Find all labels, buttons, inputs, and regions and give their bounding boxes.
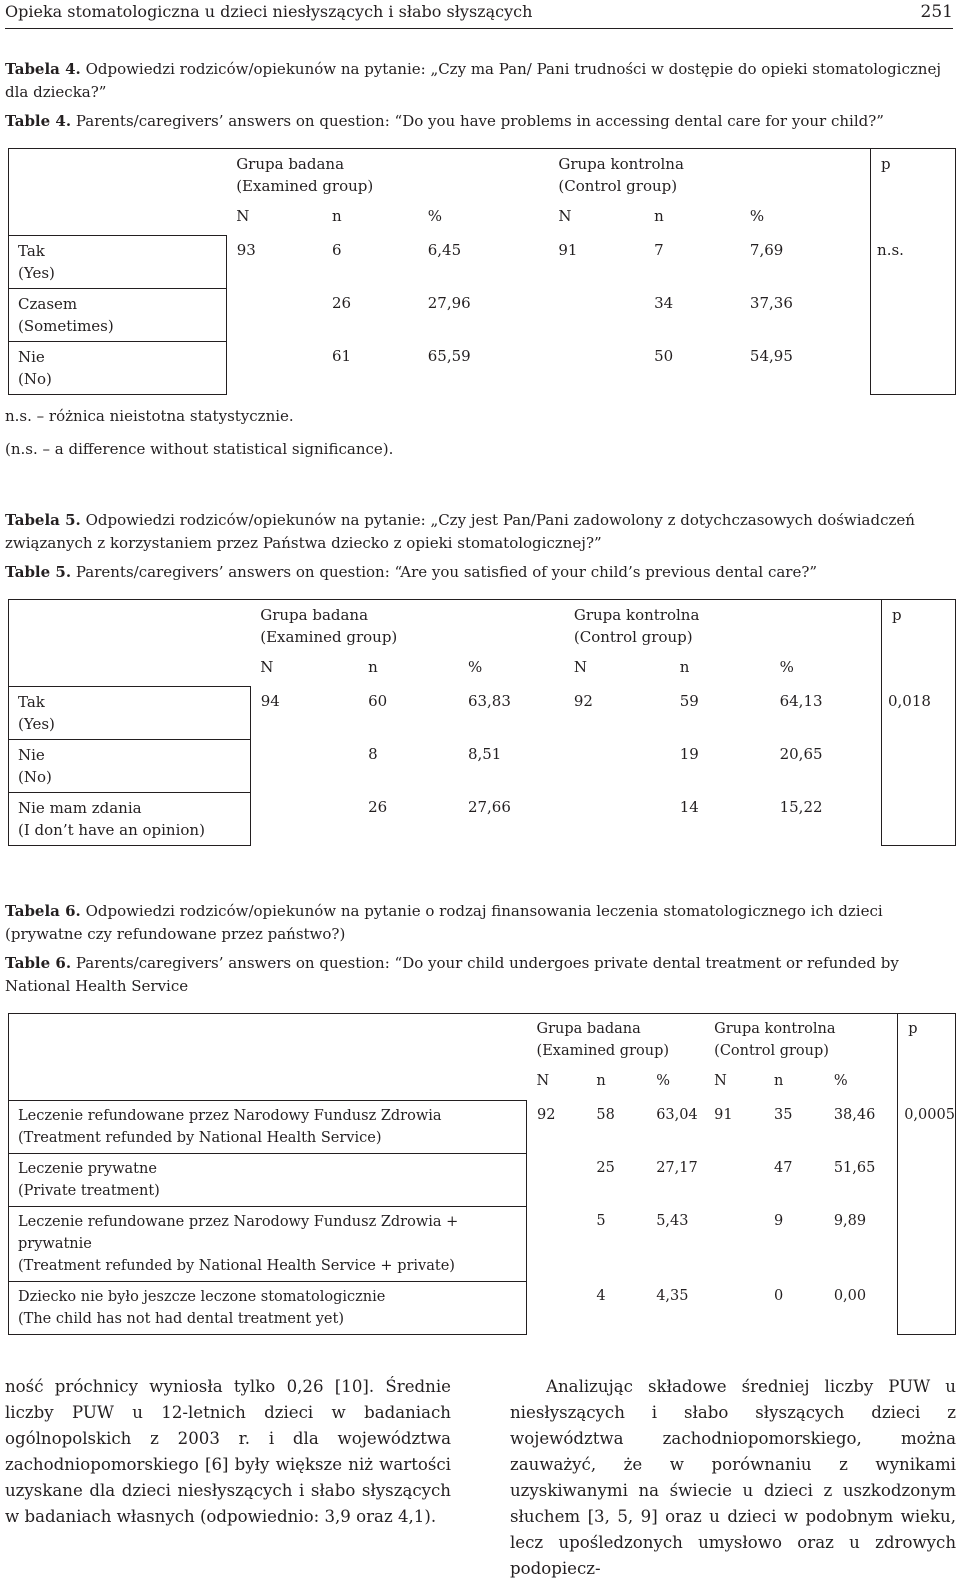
cell-pct1: 27,96 xyxy=(427,294,471,312)
cell-pct1: 6,45 xyxy=(427,241,462,259)
row-label xyxy=(9,1153,527,1206)
cell-pct2: 54,95 xyxy=(749,347,793,365)
cell-pct1: 63,83 xyxy=(467,692,511,710)
cell-p-value xyxy=(871,341,956,394)
row-label-en: (Treatment refunded by National Health Service) xyxy=(18,1129,382,1146)
running-title: Opieka stomatologiczna u dzieci niesłyszących i słabo słyszących xyxy=(5,2,533,21)
column-header: N xyxy=(573,658,587,676)
cell-N2: 91 xyxy=(714,1107,733,1123)
cell-n1: 26 xyxy=(368,798,388,816)
group-name-en: (Examined group) xyxy=(260,628,398,646)
examined-group-header xyxy=(250,600,564,649)
cell-n2: 34 xyxy=(654,294,674,312)
column-header: N xyxy=(536,1073,550,1089)
cell-p-value xyxy=(898,1281,956,1334)
cell-pct1: 63,04 xyxy=(656,1107,698,1123)
p-header-spacer xyxy=(898,1062,956,1100)
group-name-en: (Control group) xyxy=(558,177,678,195)
cell-pct1: 8,51 xyxy=(467,745,502,763)
running-header xyxy=(5,0,953,29)
row-label-pl: Nie xyxy=(18,347,45,366)
column-header: % xyxy=(467,658,483,676)
cell-n2: 0 xyxy=(773,1288,784,1304)
table-row xyxy=(9,792,956,845)
cell-pct1: 4,35 xyxy=(656,1288,689,1304)
row-label-en: (No) xyxy=(18,369,52,388)
group-name-en: (Examined group) xyxy=(236,177,374,195)
cell-p-value xyxy=(898,1153,956,1206)
cell-N2: 91 xyxy=(558,241,578,259)
body-left-column xyxy=(5,1374,451,1530)
cell-N2: 92 xyxy=(573,692,593,710)
column-header: N xyxy=(714,1073,727,1089)
cell-N1 xyxy=(527,1206,587,1281)
row-label xyxy=(9,1206,527,1281)
column-header: % xyxy=(779,658,794,676)
table-5-caption-pl: Tabela 5. Odpowiedzi rodziców/opiekunów na pytanie: „Czy jest Pan/Pani zadowolony z dotychczasowych doświadczeń związanych z korzystaniem przez Państwa dziecko z opieki stomatologicznej?” xyxy=(5,511,915,552)
cell-N2 xyxy=(548,341,644,394)
cell-n1: 60 xyxy=(368,692,388,710)
row-label xyxy=(9,341,227,394)
column-header: n xyxy=(773,1073,784,1089)
cell-n2: 47 xyxy=(773,1160,793,1176)
table-row xyxy=(9,1281,956,1334)
table-4-caption xyxy=(5,58,953,133)
column-header: % xyxy=(749,207,765,225)
group-name-en: (Examined group) xyxy=(536,1043,670,1059)
row-label xyxy=(9,1100,527,1153)
cell-pct2: 51,65 xyxy=(833,1160,876,1176)
cell-N1: 94 xyxy=(260,692,280,710)
empty-corner xyxy=(9,149,227,236)
cell-n1: 4 xyxy=(596,1288,606,1304)
cell-p-value: 0,0005 xyxy=(898,1100,956,1153)
cell-n2: 9 xyxy=(773,1213,784,1229)
cell-n1: 5 xyxy=(596,1213,606,1229)
table-6-caption xyxy=(5,900,953,998)
examined-group-header xyxy=(527,1014,705,1063)
table-4 xyxy=(8,148,956,395)
cell-pct2: 64,13 xyxy=(779,692,823,710)
group-name: Grupa kontrolna xyxy=(714,1021,836,1037)
row-label-en: (Yes) xyxy=(18,714,55,733)
cell-pct2: 20,65 xyxy=(779,745,823,763)
row-label-en: (Yes) xyxy=(18,263,55,282)
table-row xyxy=(9,1206,956,1281)
row-label-pl: Dziecko nie było jeszcze leczone stomatologicznie xyxy=(18,1288,386,1305)
column-header: n xyxy=(331,207,342,225)
cell-N1: 93 xyxy=(236,241,256,259)
cell-N1: 92 xyxy=(537,1107,556,1123)
row-label-en: (Private treatment) xyxy=(18,1182,160,1199)
table-5-caption xyxy=(5,509,953,584)
cell-n2: 7 xyxy=(654,241,664,259)
row-label-en: (No) xyxy=(18,767,52,786)
table-row xyxy=(9,341,956,394)
cell-pct2: 0,00 xyxy=(833,1288,867,1304)
cell-N2 xyxy=(704,1206,764,1281)
cell-N1 xyxy=(226,341,322,394)
row-label xyxy=(9,1281,527,1334)
table-6-caption-en: Table 6. Parents/caregivers’ answers on question: “Do your child undergoes private dental treatment or refunded by National Health Service xyxy=(5,954,899,995)
cell-N1 xyxy=(250,792,358,845)
cell-n2: 35 xyxy=(773,1107,793,1123)
empty-corner xyxy=(9,600,251,687)
table-4-caption-pl: Tabela 4. Odpowiedzi rodziców/opiekunów na pytanie: „Czy ma Pan/ Pani trudności w dostępie do opieki stomatologicznej dla dziecka?” xyxy=(5,60,941,101)
table-row xyxy=(9,686,956,739)
cell-p-value xyxy=(871,288,956,341)
row-label-en: (Treatment refunded by National Health Service + private) xyxy=(18,1257,455,1274)
cell-N2 xyxy=(564,792,670,845)
table-4-note-en: (n.s. – a difference without statistical significance). xyxy=(5,440,394,458)
group-name-en: (Control group) xyxy=(573,628,693,646)
p-value-header: p xyxy=(881,600,955,649)
table-row xyxy=(9,288,956,341)
cell-pct1: 27,17 xyxy=(656,1160,698,1176)
cell-n1: 6 xyxy=(331,241,342,259)
group-name: Grupa badana xyxy=(536,1021,641,1037)
cell-n2: 14 xyxy=(679,798,699,816)
table-4-caption-en: Table 4. Parents/caregivers’ answers on question: “Do you have problems in accessing dental care for your child?” xyxy=(5,112,884,130)
row-label-pl: Tak xyxy=(18,241,45,260)
cell-pct2: 9,89 xyxy=(833,1213,867,1229)
row-label xyxy=(9,739,251,792)
empty-corner xyxy=(9,1014,527,1101)
row-label-pl: Czasem xyxy=(18,294,78,313)
row-label xyxy=(9,686,251,739)
cell-p-value: 0,018 xyxy=(881,686,955,739)
cell-p-value xyxy=(898,1206,956,1281)
group-header-row xyxy=(9,149,956,198)
group-name: Grupa badana xyxy=(236,155,345,173)
page-number: 251 xyxy=(920,2,953,22)
p-header-spacer xyxy=(871,197,956,235)
examined-group-header xyxy=(226,149,548,198)
row-label xyxy=(9,235,227,288)
cell-n2: 59 xyxy=(679,692,699,710)
row-label-pl: Tak xyxy=(18,692,45,711)
row-label xyxy=(9,792,251,845)
cell-N2 xyxy=(704,1153,764,1206)
control-group-header xyxy=(548,149,870,198)
cell-N1 xyxy=(226,288,322,341)
table-6 xyxy=(8,1013,956,1335)
table-4-note-pl: n.s. – różnica nieistotna statystycznie. xyxy=(5,407,294,425)
row-label-pl: Leczenie prywatne xyxy=(18,1160,157,1177)
table-row xyxy=(9,739,956,792)
row-label-pl: Nie xyxy=(18,745,45,764)
cell-pct1: 5,43 xyxy=(656,1213,689,1229)
column-header: % xyxy=(656,1073,670,1089)
group-name: Grupa kontrolna xyxy=(573,606,700,624)
cell-pct1: 27,66 xyxy=(467,798,511,816)
column-header: n xyxy=(654,207,664,225)
cell-N2 xyxy=(564,739,670,792)
column-header: N xyxy=(558,207,572,225)
row-label-en: (The child has not had dental treatment yet) xyxy=(18,1310,344,1327)
group-header-row xyxy=(9,600,956,649)
cell-n2: 50 xyxy=(654,347,674,365)
cell-n1: 26 xyxy=(331,294,352,312)
group-name: Grupa kontrolna xyxy=(558,155,684,173)
p-value-header: p xyxy=(898,1014,956,1063)
row-label-en: (Sometimes) xyxy=(18,316,114,335)
cell-N1 xyxy=(527,1153,587,1206)
column-header: n xyxy=(679,658,690,676)
cell-pct2: 38,46 xyxy=(833,1107,876,1123)
column-header: % xyxy=(427,207,443,225)
row-label-pl: Leczenie refundowane przez Narodowy Fundusz Zdrowia xyxy=(18,1107,442,1124)
cell-n1: 61 xyxy=(331,347,352,365)
body-paragraph-right: Analizując składowe średniej liczby PUW u niesłyszących i słabo słyszących dzieci z województwa zachodniopomorskiego, można zauważyć, że w porównaniu z wynikami uzyskiwanymi na świecie u dzieci z uszkodzonym słuchem [3, 5, 9] oraz u dzieci w podobnym wieku, lecz upośledzonych umysłowo oraz u zdrowych podopiecz- xyxy=(510,1377,956,1578)
cell-n1: 25 xyxy=(596,1160,615,1176)
cell-n2: 19 xyxy=(679,745,699,763)
table-6-caption-pl: Tabela 6. Odpowiedzi rodziców/opiekunów na pytanie o rodzaj finansowania leczenia stomatologicznego ich dzieci (prywatne czy refundowane przez państwo?) xyxy=(5,902,883,943)
group-name: Grupa badana xyxy=(260,606,369,624)
cell-pct2: 7,69 xyxy=(749,241,784,259)
row-label-pl: Leczenie refundowane przez Narodowy Fundusz Zdrowia + prywatnie xyxy=(18,1213,459,1252)
row-label-en: (I don’t have an opinion) xyxy=(18,820,205,839)
table-5 xyxy=(8,599,956,846)
table-row xyxy=(9,1100,956,1153)
p-header-spacer xyxy=(881,648,955,686)
row-label-pl: Nie mam zdania xyxy=(18,798,142,817)
control-group-header xyxy=(564,600,882,649)
cell-N1 xyxy=(527,1281,587,1334)
cell-pct2: 37,36 xyxy=(749,294,793,312)
cell-N1 xyxy=(250,739,358,792)
cell-N2 xyxy=(548,288,644,341)
cell-N2 xyxy=(704,1281,764,1334)
column-header: N xyxy=(260,658,274,676)
body-paragraph-left: ność próchnicy wyniosła tylko 0,26 [10]. Średnie liczby PUW u 12-letnich dzieci w badaniach ogólnopolskich z 2003 r. i dla województwa zachodniopomorskiego [6] były większe niż wartości uzyskane dla dzieci niesłyszących i słabo słyszących w badaniach własnych (odpowiednio: 3,9 oraz 4,1). xyxy=(5,1377,451,1526)
control-group-header xyxy=(704,1014,898,1063)
cell-pct1: 65,59 xyxy=(427,347,471,365)
p-value-header: p xyxy=(871,149,956,198)
body-right-column xyxy=(510,1374,956,1582)
group-name-en: (Control group) xyxy=(714,1043,829,1059)
cell-n1: 58 xyxy=(596,1107,615,1123)
column-header: % xyxy=(833,1073,848,1089)
table-5-caption-en: Table 5. Parents/caregivers’ answers on question: “Are you satisfied of your child’s previous dental care?” xyxy=(5,563,818,581)
table-row xyxy=(9,1153,956,1206)
table-row xyxy=(9,235,956,288)
column-header: N xyxy=(236,207,250,225)
cell-pct2: 15,22 xyxy=(779,798,823,816)
column-header: n xyxy=(368,658,378,676)
column-header: n xyxy=(596,1073,606,1089)
cell-n1: 8 xyxy=(368,745,378,763)
row-label xyxy=(9,288,227,341)
cell-p-value xyxy=(881,739,955,792)
cell-p-value: n.s. xyxy=(871,235,956,288)
cell-p-value xyxy=(881,792,955,845)
group-header-row xyxy=(9,1014,956,1063)
